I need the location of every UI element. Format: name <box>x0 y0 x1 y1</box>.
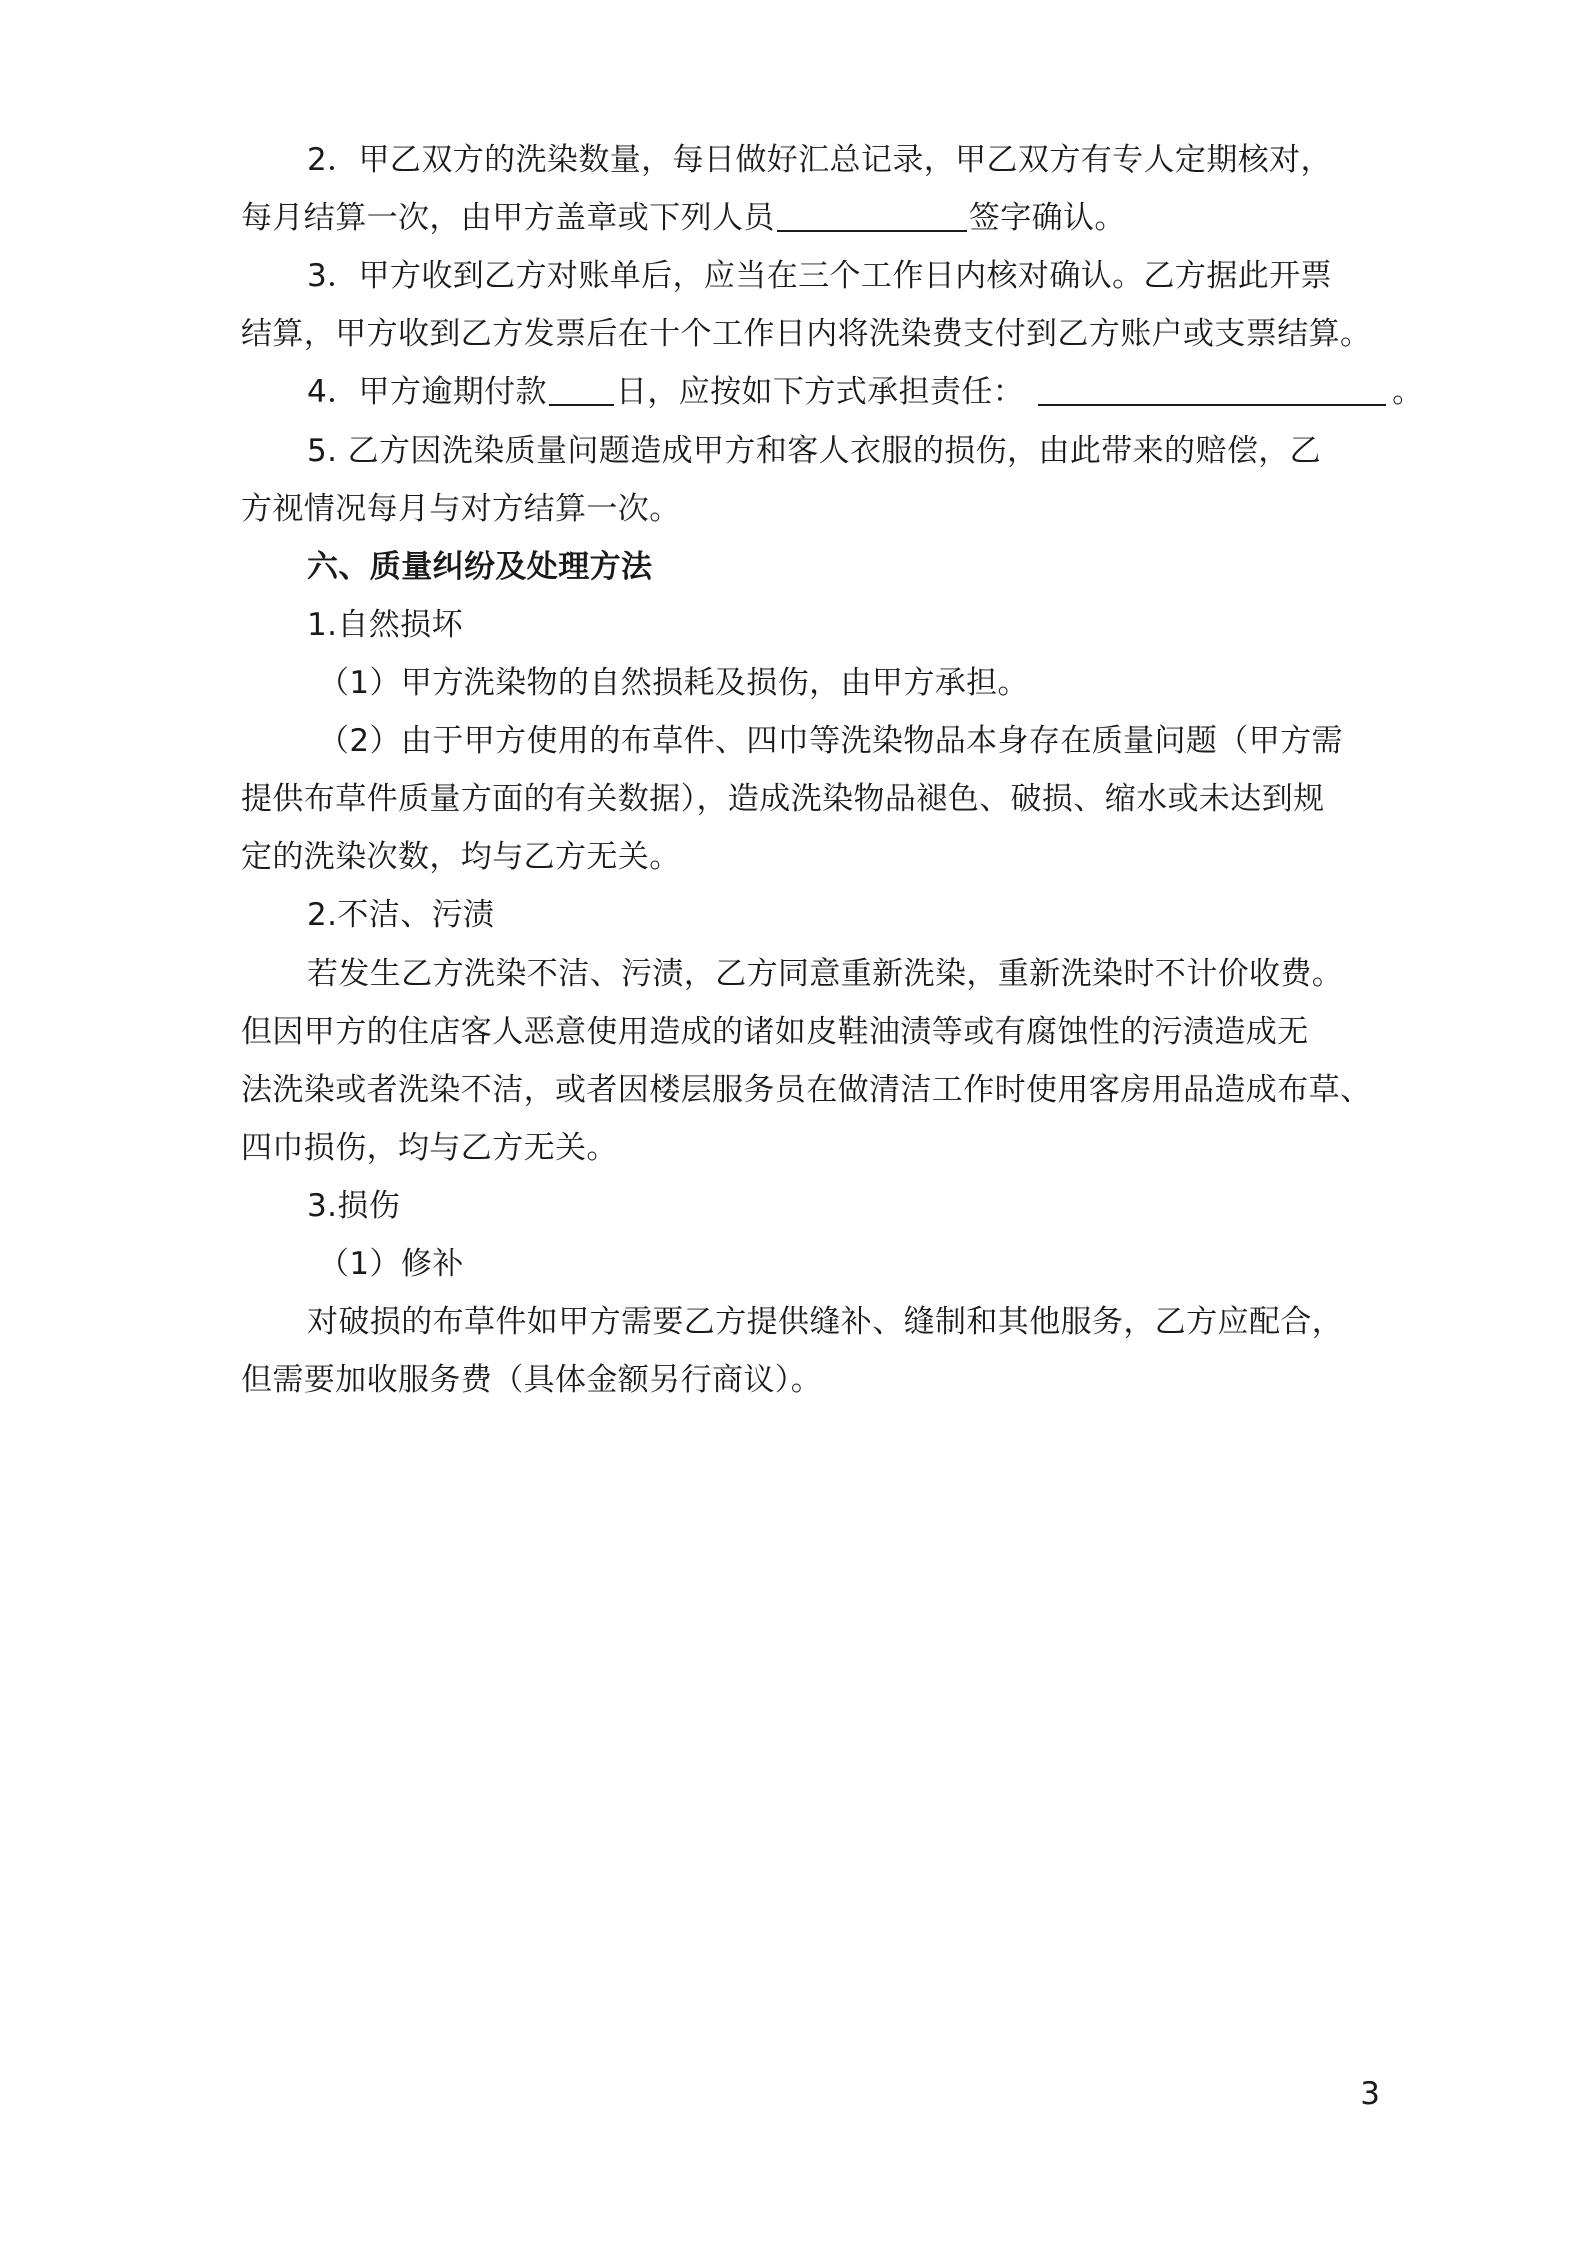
section-6-heading: 六、质量纠纷及处理方法 <box>307 549 653 585</box>
subsection-3-title: 3.损伤 <box>307 1188 401 1224</box>
subsection-1-item-2-line-2: 提供布草件质量方面的有关数据），造成洗染物品褪色、破损、缩水或未达到规 <box>241 781 1325 817</box>
paragraph-2-text-a: 每月结算一次，由甲方盖章或下列人员 <box>241 200 775 236</box>
paragraph-4-text-a: 4．甲方逾期付款 <box>307 374 547 410</box>
subsection-2-line-4: 四巾损伤，均与乙方无关。 <box>241 1130 618 1166</box>
paragraph-3-line-1: 3．甲方收到乙方对账单后，应当在三个工作日内核对确认。乙方据此开票 <box>307 258 1332 294</box>
paragraph-4 <box>307 370 1424 414</box>
subsection-2-title: 2.不洁、污渍 <box>307 897 495 933</box>
paragraph-5-line-2: 方视情况每月与对方结算一次。 <box>241 491 681 527</box>
subsection-1-item-2-line-3: 定的洗染次数，均与乙方无关。 <box>241 839 681 875</box>
subsection-1-item-1: （1）甲方洗染物的自然损耗及损伤，由甲方承担。 <box>318 665 1029 701</box>
subsection-2-line-3: 法洗染或者洗染不洁，或者因楼层服务员在做清洁工作时使用客房用品造成布草、 <box>241 1072 1372 1108</box>
subsection-2-line-1: 若发生乙方洗染不洁、污渍，乙方同意重新洗染，重新洗染时不计价收费。 <box>307 956 1344 992</box>
overdue-days-blank <box>549 370 614 406</box>
paragraph-4-text-b: 日，应按如下方式承担责任： <box>615 374 1025 410</box>
paragraph-2-line-1: 2．甲乙双方的洗染数量，每日做好汇总记录，甲乙双方有专人定期核对， <box>307 142 1332 178</box>
subsection-2-line-2: 但因甲方的住店客人恶意使用造成的诸如皮鞋油渍等或有腐蚀性的污渍造成无 <box>241 1014 1309 1050</box>
paragraph-2-text-b: 签字确认。 <box>968 200 1126 236</box>
subsection-1-title: 1.自然损坏 <box>307 607 463 643</box>
subsection-3-line-1: 对破损的布草件如甲方需要乙方提供缝补、缝制和其他服务，乙方应配合， <box>307 1304 1344 1340</box>
subsection-1-item-2-line-1: （2）由于甲方使用的布草件、四巾等洗染物品本身存在质量问题（甲方需 <box>318 723 1343 759</box>
paragraph-5-line-1: 5. 乙方因洗染质量问题造成甲方和客人衣服的损伤，由此带来的赔偿，乙 <box>307 433 1322 469</box>
paragraph-4-text-c: 。 <box>1392 374 1424 410</box>
subsection-3-item-1: （1）修补 <box>318 1246 464 1282</box>
paragraph-3-line-2: 结算，甲方收到乙方发票后在十个工作日内将洗染费支付到乙方账户或支票结算。 <box>241 316 1372 352</box>
page-number: 3 <box>1360 2076 1380 2112</box>
liability-blank <box>1038 370 1386 406</box>
paragraph-2-line-2 <box>241 196 1376 240</box>
subsection-3-line-2: 但需要加收服务费（具体金额另行商议）。 <box>241 1362 823 1398</box>
signatory-blank <box>777 196 967 232</box>
